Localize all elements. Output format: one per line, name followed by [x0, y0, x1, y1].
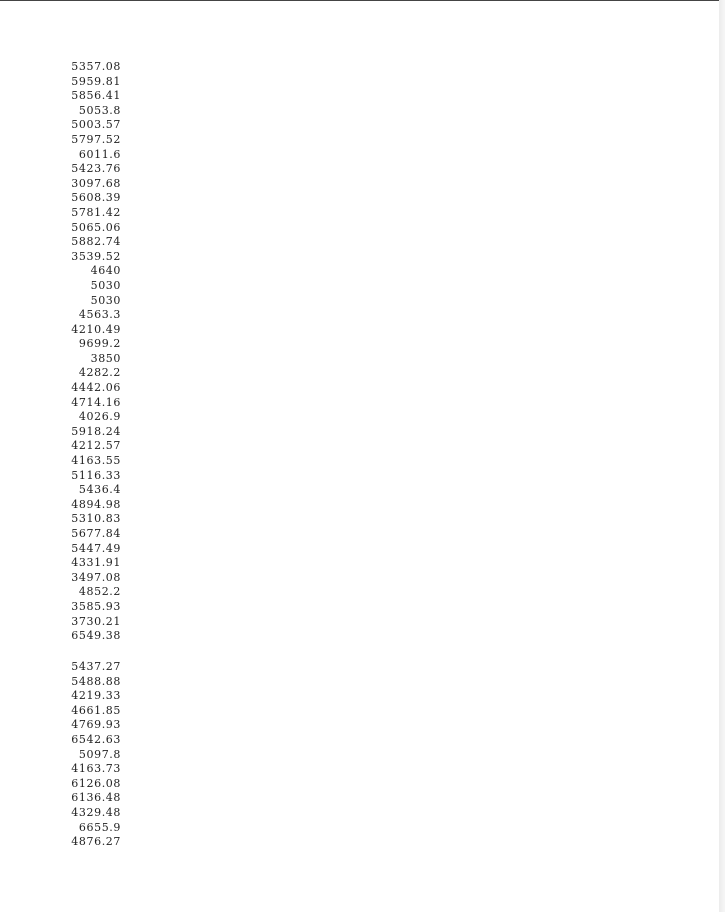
value-cell: 4714.16 — [71, 395, 121, 409]
value-cell: 4876.27 — [71, 835, 121, 849]
value-cell: 4331.91 — [71, 556, 121, 570]
value-cell: 5882.74 — [71, 235, 121, 249]
value-cell: 9699.2 — [78, 337, 121, 351]
value-cell: 5116.33 — [71, 468, 121, 482]
value-cell: 5677.84 — [71, 527, 121, 540]
value-cell: 5030 — [90, 278, 121, 292]
value-cell: 4563.3 — [78, 308, 121, 322]
value-cell: 5053.8 — [78, 103, 121, 117]
value-cell: 5447.49 — [71, 541, 121, 555]
number-column-b — [60, 660, 121, 850]
value-cell: 3730.21 — [71, 614, 121, 628]
value-cell: 4852.2 — [78, 585, 121, 599]
value-cell: 3097.68 — [71, 176, 121, 190]
value-cell: 6011.6 — [78, 147, 121, 161]
value-cell: 5357.08 — [71, 60, 121, 73]
value-cell: 3585.93 — [71, 599, 121, 613]
value-cell: 6542.63 — [71, 732, 121, 746]
value-cell: 4210.49 — [71, 322, 121, 336]
value-cell: 4219.33 — [71, 689, 121, 703]
value-cell: 4282.2 — [78, 366, 121, 380]
value-cell: 4769.93 — [71, 718, 121, 732]
value-cell: 6549.38 — [71, 629, 121, 643]
value-cell: 4640 — [90, 264, 121, 278]
value-cell: 5437.27 — [71, 660, 121, 673]
value-cell: 6126.08 — [71, 776, 121, 790]
value-cell: 4442.06 — [71, 381, 121, 395]
value-cell: 3539.52 — [71, 249, 121, 263]
value-cell: 4212.57 — [71, 439, 121, 453]
number-column-a — [60, 60, 121, 644]
value-cell: 5097.8 — [78, 747, 121, 761]
value-cell: 5797.52 — [71, 132, 121, 146]
value-cell: 5436.4 — [78, 483, 121, 497]
value-cell: 4026.9 — [78, 410, 121, 424]
value-cell: 5065.06 — [71, 220, 121, 234]
value-cell: 5310.83 — [71, 512, 121, 526]
value-cell: 4661.85 — [71, 703, 121, 717]
value-cell: 5918.24 — [71, 424, 121, 438]
value-cell: 5030 — [90, 293, 121, 307]
value-cell: 5608.39 — [71, 191, 121, 205]
value-cell: 5781.42 — [71, 205, 121, 219]
value-cell: 5003.57 — [71, 118, 121, 132]
value-cell: 4163.55 — [71, 454, 121, 468]
value-cell: 4163.73 — [71, 762, 121, 776]
value-cell: 5423.76 — [71, 162, 121, 176]
value-cell: 5488.88 — [71, 674, 121, 688]
value-cell: 6136.48 — [71, 791, 121, 805]
page-right-edge — [719, 0, 725, 912]
value-cell: 4329.48 — [71, 805, 121, 819]
value-cell: 6655.9 — [78, 820, 121, 834]
value-cell: 3850 — [90, 351, 121, 365]
value-cell: 4894.98 — [71, 497, 121, 511]
value-cell: 5856.41 — [71, 89, 121, 103]
value-cell: 5959.81 — [71, 74, 121, 88]
value-cell: 3497.08 — [71, 570, 121, 584]
